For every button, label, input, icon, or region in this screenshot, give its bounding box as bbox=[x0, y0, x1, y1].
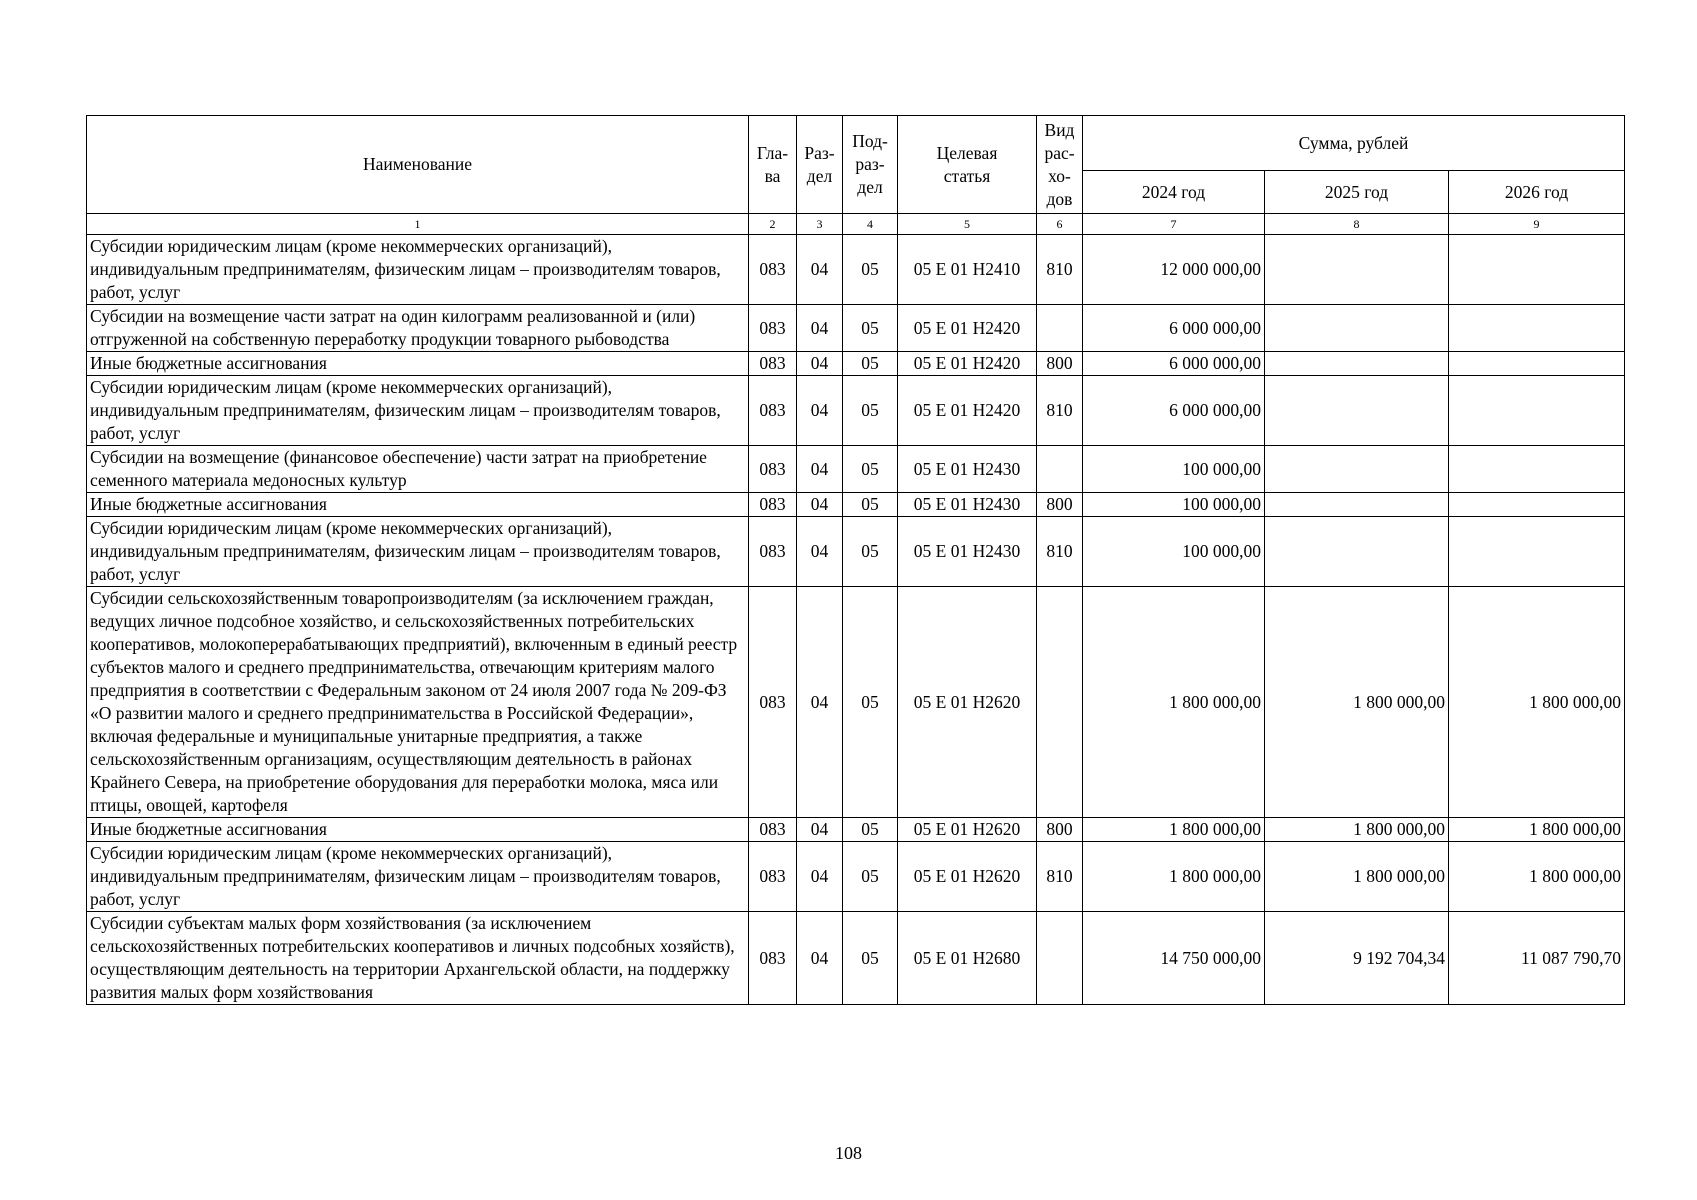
cell-amount-2024: 100 000,00 bbox=[1083, 493, 1265, 517]
header-target: Целевая статья bbox=[898, 116, 1037, 214]
cell-target: 05 Е 01 Н2620 bbox=[898, 587, 1037, 818]
table-row bbox=[87, 376, 1625, 446]
cell-chapter: 083 bbox=[749, 912, 797, 1005]
cell-name: Субсидии субъектам малых форм хозяйствования (за исключением сельскохозяйственных потребительских кооперативов и личных подсобных хозяйств), осуществляющим деятельность на территории Архангельской области, на поддержку развития малых форм хозяйствования bbox=[87, 912, 749, 1005]
cell-subsection: 05 bbox=[843, 587, 898, 818]
cell-chapter: 083 bbox=[749, 842, 797, 912]
cell-expense-type: 800 bbox=[1037, 493, 1083, 517]
cell-amount-2025 bbox=[1265, 517, 1449, 587]
cell-name: Субсидии юридическим лицам (кроме некоммерческих организаций), индивидуальным предпринимателям, физическим лицам – производителям товаров, работ, услуг bbox=[87, 235, 749, 305]
cell-section: 04 bbox=[797, 493, 843, 517]
cell-subsection: 05 bbox=[843, 376, 898, 446]
cell-subsection: 05 bbox=[843, 912, 898, 1005]
cell-amount-2025 bbox=[1265, 446, 1449, 493]
cell-subsection: 05 bbox=[843, 235, 898, 305]
cell-amount-2024: 100 000,00 bbox=[1083, 517, 1265, 587]
column-number: 4 bbox=[843, 214, 898, 235]
cell-amount-2024: 12 000 000,00 bbox=[1083, 235, 1265, 305]
cell-section: 04 bbox=[797, 305, 843, 352]
cell-expense-type: 810 bbox=[1037, 842, 1083, 912]
cell-amount-2025: 1 800 000,00 bbox=[1265, 842, 1449, 912]
cell-subsection: 05 bbox=[843, 493, 898, 517]
cell-section: 04 bbox=[797, 912, 843, 1005]
cell-amount-2025 bbox=[1265, 352, 1449, 376]
cell-amount-2025 bbox=[1265, 305, 1449, 352]
cell-target: 05 Е 01 Н2680 bbox=[898, 912, 1037, 1005]
cell-amount-2026 bbox=[1449, 352, 1625, 376]
cell-target: 05 Е 01 Н2410 bbox=[898, 235, 1037, 305]
cell-name: Иные бюджетные ассигнования bbox=[87, 352, 749, 376]
cell-subsection: 05 bbox=[843, 352, 898, 376]
cell-amount-2024: 6 000 000,00 bbox=[1083, 305, 1265, 352]
cell-amount-2026 bbox=[1449, 517, 1625, 587]
table-row bbox=[87, 517, 1625, 587]
cell-target: 05 Е 01 Н2430 bbox=[898, 517, 1037, 587]
cell-amount-2026 bbox=[1449, 493, 1625, 517]
cell-amount-2026: 11 087 790,70 bbox=[1449, 912, 1625, 1005]
cell-amount-2024: 6 000 000,00 bbox=[1083, 352, 1265, 376]
header-year-2024: 2024 год bbox=[1083, 171, 1265, 214]
cell-chapter: 083 bbox=[749, 305, 797, 352]
table-row bbox=[87, 305, 1625, 352]
table-row bbox=[87, 912, 1625, 1005]
page-number: 108 bbox=[835, 1143, 862, 1163]
table-row bbox=[87, 493, 1625, 517]
cell-expense-type: 800 bbox=[1037, 352, 1083, 376]
cell-expense-type bbox=[1037, 912, 1083, 1005]
column-number: 9 bbox=[1449, 214, 1625, 235]
cell-amount-2024: 1 800 000,00 bbox=[1083, 587, 1265, 818]
cell-target: 05 Е 01 Н2420 bbox=[898, 352, 1037, 376]
column-number: 5 bbox=[898, 214, 1037, 235]
cell-section: 04 bbox=[797, 842, 843, 912]
cell-expense-type: 810 bbox=[1037, 517, 1083, 587]
cell-name: Субсидии юридическим лицам (кроме некоммерческих организаций), индивидуальным предпринимателям, физическим лицам – производителям товаров, работ, услуг bbox=[87, 517, 749, 587]
cell-name: Субсидии на возмещение (финансовое обеспечение) части затрат на приобретение семенного материала медоносных культур bbox=[87, 446, 749, 493]
cell-amount-2026 bbox=[1449, 376, 1625, 446]
cell-expense-type bbox=[1037, 446, 1083, 493]
cell-amount-2024: 14 750 000,00 bbox=[1083, 912, 1265, 1005]
header-sum-group: Сумма, рублей bbox=[1083, 116, 1625, 171]
cell-amount-2024: 1 800 000,00 bbox=[1083, 842, 1265, 912]
cell-chapter: 083 bbox=[749, 235, 797, 305]
cell-section: 04 bbox=[797, 235, 843, 305]
cell-section: 04 bbox=[797, 376, 843, 446]
header-section: Раз- дел bbox=[797, 116, 843, 214]
header-year-2026: 2026 год bbox=[1449, 171, 1625, 214]
cell-amount-2025 bbox=[1265, 376, 1449, 446]
cell-amount-2026: 1 800 000,00 bbox=[1449, 587, 1625, 818]
cell-target: 05 Е 01 Н2430 bbox=[898, 493, 1037, 517]
cell-name: Субсидии сельскохозяйственным товаропроизводителям (за исключением граждан, ведущих личное подсобное хозяйство, и сельскохозяйственных потребительских кооперативов, молокоперерабатывающих предприятий), включенным в единый реестр субъектов малого и среднего предпринимательства, отвечающим критериям малого предприятия в соответствии с Федеральным законом от 24 июля 2007 года № 209-ФЗ «О развитии малого и среднего предпринимательства в Российской Федерации», включая федеральные и муниципальные унитарные предприятия, а также сельскохозяйственным организациям, осуществляющим деятельность в районах Крайнего Севера, на приобретение оборудования для переработки молока, мяса или птицы, овощей, картофеля bbox=[87, 587, 749, 818]
cell-chapter: 083 bbox=[749, 493, 797, 517]
table-row bbox=[87, 446, 1625, 493]
header-chapter: Гла- ва bbox=[749, 116, 797, 214]
cell-chapter: 083 bbox=[749, 446, 797, 493]
column-number: 6 bbox=[1037, 214, 1083, 235]
cell-name: Субсидии юридическим лицам (кроме некоммерческих организаций), индивидуальным предпринимателям, физическим лицам – производителям товаров, работ, услуг bbox=[87, 376, 749, 446]
column-number: 8 bbox=[1265, 214, 1449, 235]
cell-section: 04 bbox=[797, 352, 843, 376]
cell-subsection: 05 bbox=[843, 517, 898, 587]
table-row bbox=[87, 818, 1625, 842]
header-name: Наименование bbox=[87, 116, 749, 214]
cell-chapter: 083 bbox=[749, 587, 797, 818]
cell-section: 04 bbox=[797, 587, 843, 818]
table-row bbox=[87, 842, 1625, 912]
header-subsection: Под- раз- дел bbox=[843, 116, 898, 214]
cell-amount-2025: 1 800 000,00 bbox=[1265, 587, 1449, 818]
cell-expense-type: 800 bbox=[1037, 818, 1083, 842]
cell-amount-2026: 1 800 000,00 bbox=[1449, 818, 1625, 842]
cell-amount-2024: 100 000,00 bbox=[1083, 446, 1265, 493]
table-row bbox=[87, 235, 1625, 305]
cell-name: Иные бюджетные ассигнования bbox=[87, 818, 749, 842]
cell-target: 05 Е 01 Н2620 bbox=[898, 842, 1037, 912]
header-year-2025: 2025 год bbox=[1265, 171, 1449, 214]
cell-subsection: 05 bbox=[843, 818, 898, 842]
cell-amount-2026: 1 800 000,00 bbox=[1449, 842, 1625, 912]
table-row bbox=[87, 587, 1625, 818]
cell-expense-type bbox=[1037, 305, 1083, 352]
cell-amount-2026 bbox=[1449, 446, 1625, 493]
cell-subsection: 05 bbox=[843, 446, 898, 493]
cell-amount-2025: 9 192 704,34 bbox=[1265, 912, 1449, 1005]
cell-amount-2024: 1 800 000,00 bbox=[1083, 818, 1265, 842]
cell-chapter: 083 bbox=[749, 376, 797, 446]
cell-chapter: 083 bbox=[749, 517, 797, 587]
cell-expense-type: 810 bbox=[1037, 376, 1083, 446]
cell-amount-2026 bbox=[1449, 305, 1625, 352]
cell-section: 04 bbox=[797, 446, 843, 493]
cell-section: 04 bbox=[797, 818, 843, 842]
header-expense-type: Вид рас- хо- дов bbox=[1037, 116, 1083, 214]
column-number: 1 bbox=[87, 214, 749, 235]
table-row bbox=[87, 352, 1625, 376]
cell-amount-2025 bbox=[1265, 235, 1449, 305]
cell-section: 04 bbox=[797, 517, 843, 587]
cell-chapter: 083 bbox=[749, 352, 797, 376]
cell-target: 05 Е 01 Н2620 bbox=[898, 818, 1037, 842]
cell-amount-2026 bbox=[1449, 235, 1625, 305]
cell-subsection: 05 bbox=[843, 842, 898, 912]
column-number: 3 bbox=[797, 214, 843, 235]
cell-chapter: 083 bbox=[749, 818, 797, 842]
column-number: 2 bbox=[749, 214, 797, 235]
cell-amount-2024: 6 000 000,00 bbox=[1083, 376, 1265, 446]
cell-expense-type bbox=[1037, 587, 1083, 818]
cell-name: Иные бюджетные ассигнования bbox=[87, 493, 749, 517]
cell-expense-type: 810 bbox=[1037, 235, 1083, 305]
cell-amount-2025 bbox=[1265, 493, 1449, 517]
cell-target: 05 Е 01 Н2430 bbox=[898, 446, 1037, 493]
cell-amount-2025: 1 800 000,00 bbox=[1265, 818, 1449, 842]
table-body bbox=[87, 235, 1625, 1005]
budget-table bbox=[86, 115, 1625, 1005]
cell-name: Субсидии юридическим лицам (кроме некоммерческих организаций), индивидуальным предпринимателям, физическим лицам – производителям товаров, работ, услуг bbox=[87, 842, 749, 912]
cell-subsection: 05 bbox=[843, 305, 898, 352]
cell-target: 05 Е 01 Н2420 bbox=[898, 305, 1037, 352]
cell-name: Субсидии на возмещение части затрат на один килограмм реализованной и (или) отгруженной на собственную переработку продукции товарного рыбоводства bbox=[87, 305, 749, 352]
column-number: 7 bbox=[1083, 214, 1265, 235]
cell-target: 05 Е 01 Н2420 bbox=[898, 376, 1037, 446]
